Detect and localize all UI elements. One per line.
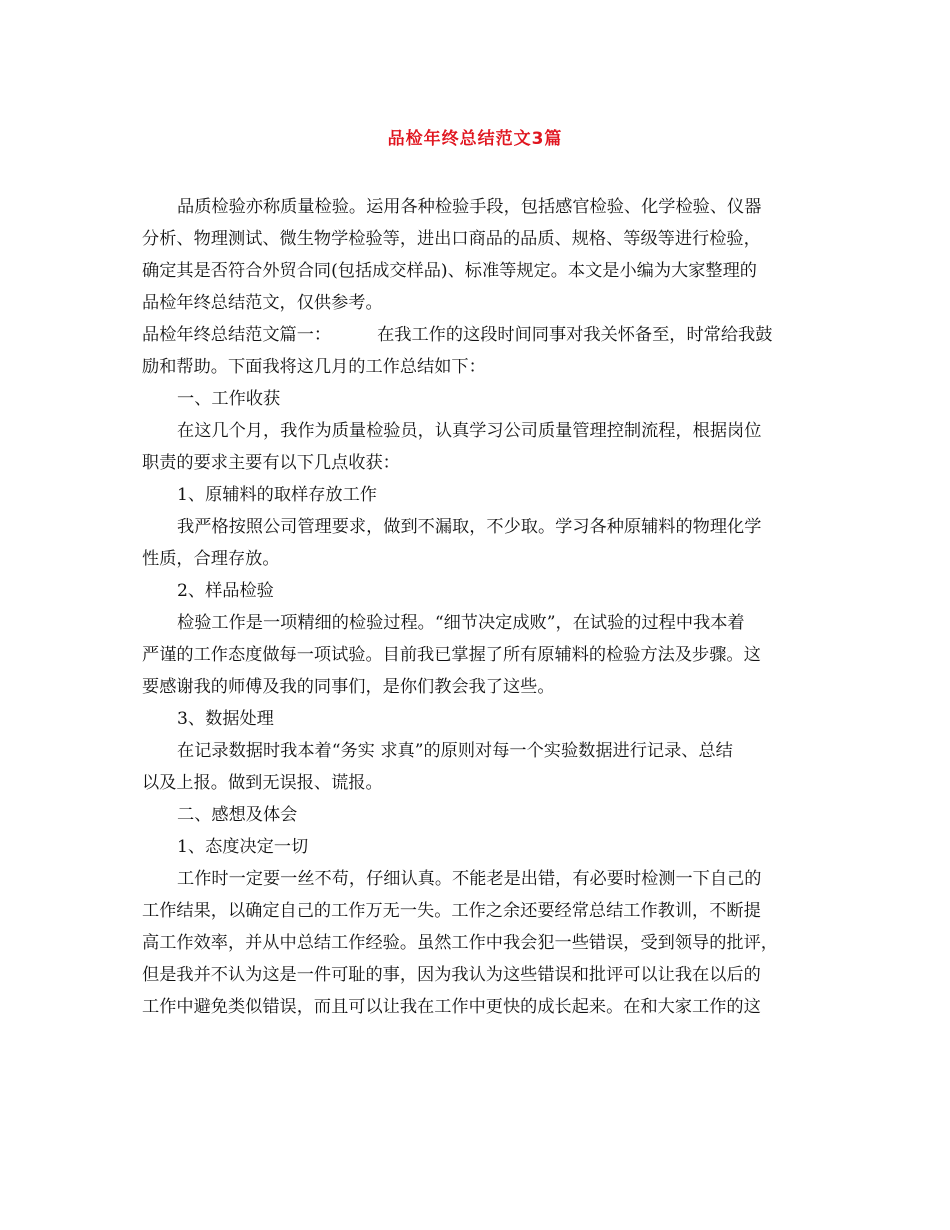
section-label: 品检年终总结范文篇一： xyxy=(142,325,332,345)
paragraph-line: 品检年终总结范文，仅供参考。 xyxy=(142,293,383,313)
paragraph-line: 我严格按照公司管理要求，做到不漏取，不少取。学习各种原辅料的物理化学 xyxy=(177,517,762,537)
document-body xyxy=(142,191,812,1023)
paragraph-line: 性质，合理存放。 xyxy=(142,549,280,569)
section-heading-line: 品检年终总结范文篇一： 在我工作的这段时间同事对我关怀备至，时常给我鼓 xyxy=(142,325,773,345)
paragraph-line: 品质检验亦称质量检验。运用各种检验手段，包括感官检验、化学检验、仪器 xyxy=(177,197,762,217)
paragraph-line: 以及上报。做到无误报、谎报。 xyxy=(142,773,383,793)
paragraph-line: 工作中避免类似错误，而且可以让我在工作中更快的成长起来。在和大家工作的这 xyxy=(142,997,761,1017)
heading-line: 2、样品检验 xyxy=(177,581,274,601)
heading-line: 二、感想及体会 xyxy=(177,805,298,825)
paragraph-line: 在这几个月，我作为质量检验员，认真学习公司质量管理控制流程，根据岗位 xyxy=(177,421,762,441)
paragraph-line: 要感谢我的师傅及我的同事们，是你们教会我了这些。 xyxy=(142,677,555,697)
document-title: 品检年终总结范文3篇 xyxy=(387,129,563,149)
paragraph-line: 工作结果，以确定自己的工作万无一失。工作之余还要经常总结工作教训，不断提 xyxy=(142,901,761,921)
heading-line: 一、工作收获 xyxy=(177,389,281,409)
heading-line: 3、数据处理 xyxy=(177,709,274,729)
paragraph-line: 严谨的工作态度做每一项试验。目前我已掌握了所有原辅料的检验方法及步骤。这 xyxy=(142,645,761,665)
paragraph-line: 职责的要求主要有以下几点收获： xyxy=(142,453,400,473)
paragraph-line: 分析、物理测试、微生物学检验等，进出口商品的品质、规格、等级等进行检验， xyxy=(142,229,761,249)
heading-line: 1、态度决定一切 xyxy=(177,837,309,857)
paragraph-line: 工作时一定要一丝不苟，仔细认真。不能老是出错，有必要时检测一下自己的 xyxy=(177,869,762,889)
heading-line: 1、原辅料的取样存放工作 xyxy=(177,485,377,505)
paragraph-line: 确定其是否符合外贸合同(包括成交样品)、标准等规定。本文是小编为大家整理的 xyxy=(142,261,757,281)
paragraph-line: 励和帮助。下面我将这几月的工作总结如下： xyxy=(142,357,486,377)
paragraph-line: 在记录数据时我本着“务实 求真”的原则对每一个实验数据进行记录、总结 xyxy=(177,741,733,761)
paragraph-line: 但是我并不认为这是一件可耻的事，因为我认为这些错误和批评可以让我在以后的 xyxy=(142,965,761,985)
paragraph-line: 检验工作是一项精细的检验过程。“细节决定成败”，在试验的过程中我本着 xyxy=(177,613,745,633)
paragraph-line: 高工作效率，并从中总结工作经验。虽然工作中我会犯一些错误，受到领导的批评， xyxy=(142,933,778,953)
